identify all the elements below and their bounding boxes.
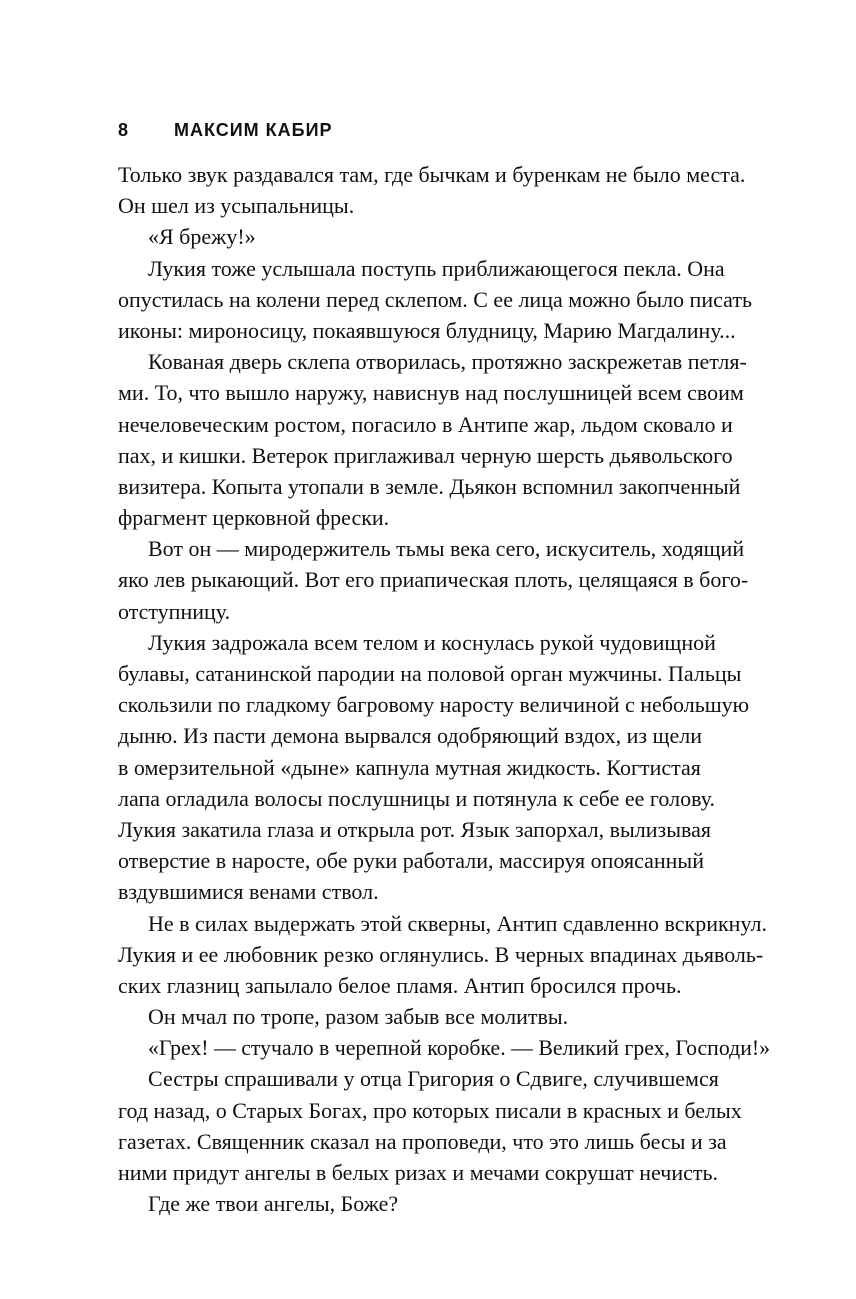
text-line: ми. То, что вышло наружу, нависнув над послушницей всем своим xyxy=(118,380,744,406)
text-line: ними придут ангелы в белых ризах и мечами сокрушат нечисть. xyxy=(118,1160,719,1185)
text-line: отступницу. xyxy=(118,598,231,624)
text-line: газетах. Священник сказал на проповеди, что это лишь бесы и за xyxy=(118,1128,727,1154)
text-line: год назад, о Старых Богах, про которых писали в красных и белых xyxy=(118,1097,742,1123)
text-line: скользили по гладкому багровому наросту величиной с небольшую xyxy=(118,692,750,718)
text-line: пах, и кишки. Ветерок приглаживал черную шерсть дьявольского xyxy=(118,442,733,468)
text-line: фрагмент церковной фрески. xyxy=(118,505,390,531)
text-line: отверстие в наросте, обе руки работали, массируя опоясанный xyxy=(118,848,704,874)
text-line: Не в силах выдержать этой скверны, Антип сдавленно вскрикнул. xyxy=(148,910,767,936)
text-line: в омерзительной «дыне» капнула мутная жидкость. Когтистая xyxy=(118,754,701,780)
text-line: булавы, сатанинской пародии на половой орган мужчины. Пальцы xyxy=(118,661,742,686)
text-line: опустилась на колени перед склепом. С ее лица можно было писать xyxy=(118,286,752,312)
text-line: Где же твои ангелы, Боже? xyxy=(148,1191,399,1217)
text-line: дыню. Из пасти демона вырвался одобряющий вздох, из щели xyxy=(118,723,702,749)
author-name: МАКСИМ КАБИР xyxy=(174,120,333,140)
text-line: Он шел из усыпальницы. xyxy=(118,193,355,219)
body-text xyxy=(118,159,770,1219)
text-line: «Я брежу!» xyxy=(148,224,256,250)
text-line: ских глазниц запылало белое пламя. Антип бросился прочь. xyxy=(118,972,682,998)
text-line: яко лев рыкающий. Вот его приапическая плоть, целящаяся в бого- xyxy=(118,567,749,593)
text-line: Он мчал по тропе, разом забыв все молитвы. xyxy=(148,1004,569,1030)
text-line: Лукия закатила глаза и открыла рот. Язык запорхал, вылизывая xyxy=(118,816,711,842)
text-line: Лукия и ее любовник резко оглянулись. В черных впадинах дьяволь- xyxy=(118,941,764,967)
text-line: Лукия задрожала всем телом и коснулась рукой чудовищной xyxy=(148,629,716,655)
text-line: визитера. Копыта утопали в земле. Дьякон вспомнил закопченный xyxy=(118,473,741,499)
text-line: нечеловеческим ростом, погасило в Антипе жар, льдом сковало и xyxy=(118,411,733,437)
text-line: Вот он — миродержитель тьмы века сего, искуситель, ходящий xyxy=(148,536,745,562)
text-line: вздувшимися венами ствол. xyxy=(118,879,379,905)
text-line: Только звук раздавался там, где бычкам и буренкам не было места. xyxy=(118,162,746,187)
text-line: Кованая дверь склепа отворилась, протяжно заскрежетав петля- xyxy=(148,349,747,375)
text-line: Лукия тоже услышала поступь приближающегося пекла. Она xyxy=(148,255,725,281)
text-line: «Грех! — стучало в черепной коробке. — Великий грех, Господи!» xyxy=(148,1035,771,1061)
text-line: Сестры спрашивали у отца Григория о Сдвиге, случившемся xyxy=(148,1066,719,1092)
text-line: лапа огладила волосы послушницы и потянула к себе ее голову. xyxy=(118,785,716,811)
running-header xyxy=(118,120,333,144)
page-number: 8 xyxy=(118,120,130,140)
text-line: иконы: мироносицу, покаявшуюся блудницу, Марию Магдалину... xyxy=(118,317,736,343)
